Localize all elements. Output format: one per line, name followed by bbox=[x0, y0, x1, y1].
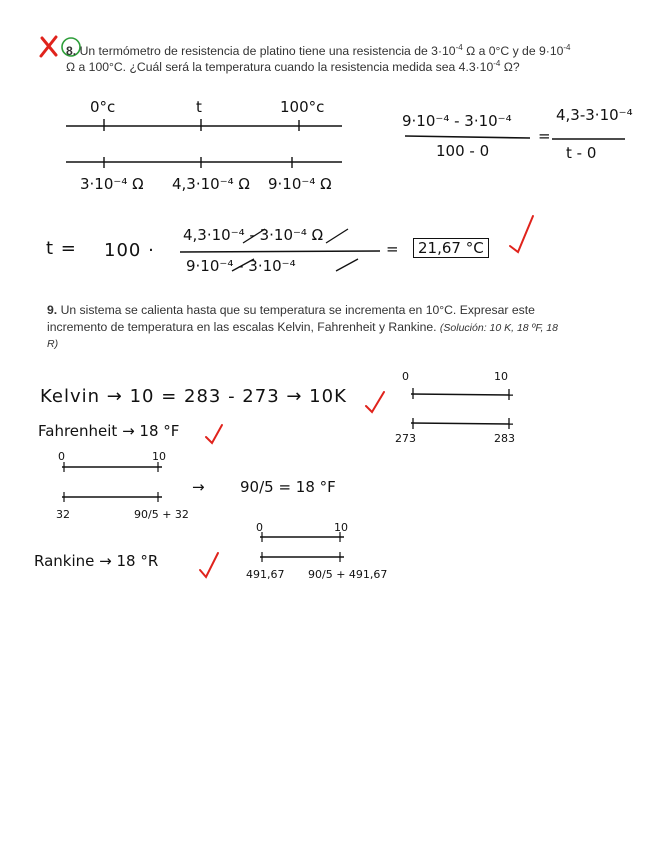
scale-label: 0 bbox=[256, 521, 263, 534]
scale-label: 90/5 + 491,67 bbox=[308, 568, 388, 581]
equation-term: 9·10⁻⁴ - 3·10⁻⁴ bbox=[402, 112, 512, 130]
arrow-icon: → bbox=[192, 478, 205, 496]
problem-8-statement: 8. Un termómetro de resistencia de platino tiene una resistencia de $3\cdot 10^{-4}$ Ω a 0°C y de $9\cdot 10^{-4}$ bbox=[66, 43, 571, 59]
scale-label: 10 bbox=[494, 370, 508, 383]
problem-8-statement-line2: Ω a 100°C. ¿Cuál será la temperatura cuando la resistencia medida sea $4.3\cdot 10^{-4}$ Ω? bbox=[66, 59, 520, 75]
scale-label: 0 bbox=[58, 450, 65, 463]
solution-hint-end: R) bbox=[47, 338, 59, 350]
scale-label: t bbox=[196, 98, 202, 116]
equation-term: 100 - 0 bbox=[436, 142, 490, 160]
equation-term: t = bbox=[46, 238, 77, 259]
red-check-mark-icon bbox=[510, 216, 533, 252]
fahrenheit-result: 90/5 = 18 °F bbox=[240, 478, 336, 496]
equation-term: 9·10⁻⁴ - 3·10⁻⁴ bbox=[186, 257, 296, 275]
equation-term: 100 · bbox=[104, 240, 155, 261]
scale-label: 0 bbox=[402, 370, 409, 383]
scale-label: 4,3·10⁻⁴ Ω bbox=[172, 175, 250, 193]
fahrenheit-line: Fahrenheit → 18 °F bbox=[38, 422, 180, 440]
scale-label: 273 bbox=[395, 432, 416, 445]
scale-label: 283 bbox=[494, 432, 515, 445]
red-check-mark-icon bbox=[366, 392, 384, 412]
red-x-mark-icon bbox=[41, 37, 56, 56]
equation-term: 4,3-3·10⁻⁴ bbox=[556, 106, 633, 124]
scale-label: 3·10⁻⁴ Ω bbox=[80, 175, 144, 193]
problem-number: 8. bbox=[66, 44, 77, 59]
equation-term: = bbox=[538, 127, 551, 145]
scale-label: 0°c bbox=[90, 98, 116, 116]
scale-label: 9·10⁻⁴ Ω bbox=[268, 175, 332, 193]
red-check-mark-icon bbox=[200, 553, 218, 577]
kelvin-line: Kelvin → 10 = 283 - 273 → 10K bbox=[40, 386, 347, 407]
equation-term: t - 0 bbox=[566, 144, 597, 162]
problem-9-statement-line2: incremento de temperatura en las escalas Kelvin, Fahrenheit y Rankine. (Solución: 10 K, 18 ºF, 18 bbox=[47, 320, 558, 334]
scale-label: 491,67 bbox=[246, 568, 285, 581]
scale-label: 10 bbox=[334, 521, 348, 534]
scale-label: 10 bbox=[152, 450, 166, 463]
solution-hint: (Solución: 10 K, 18 ºF, 18 bbox=[439, 322, 558, 334]
equation-term: 4,3·10⁻⁴ - 3·10⁻⁴ Ω bbox=[183, 226, 324, 244]
scale-label: 100°c bbox=[280, 98, 325, 116]
equation-term: = bbox=[386, 240, 399, 258]
problem-9-statement: 9. Un sistema se calienta hasta que su temperatura se incrementa en 10°C. Expresar este bbox=[47, 303, 535, 317]
red-check-mark-icon bbox=[206, 425, 222, 443]
scale-label: 90/5 + 32 bbox=[134, 508, 189, 521]
result-box: 21,67 °C bbox=[413, 238, 489, 258]
problem-number: 9. bbox=[47, 303, 58, 317]
rankine-line: Rankine → 18 °R bbox=[34, 552, 159, 570]
scale-label: 32 bbox=[56, 508, 70, 521]
